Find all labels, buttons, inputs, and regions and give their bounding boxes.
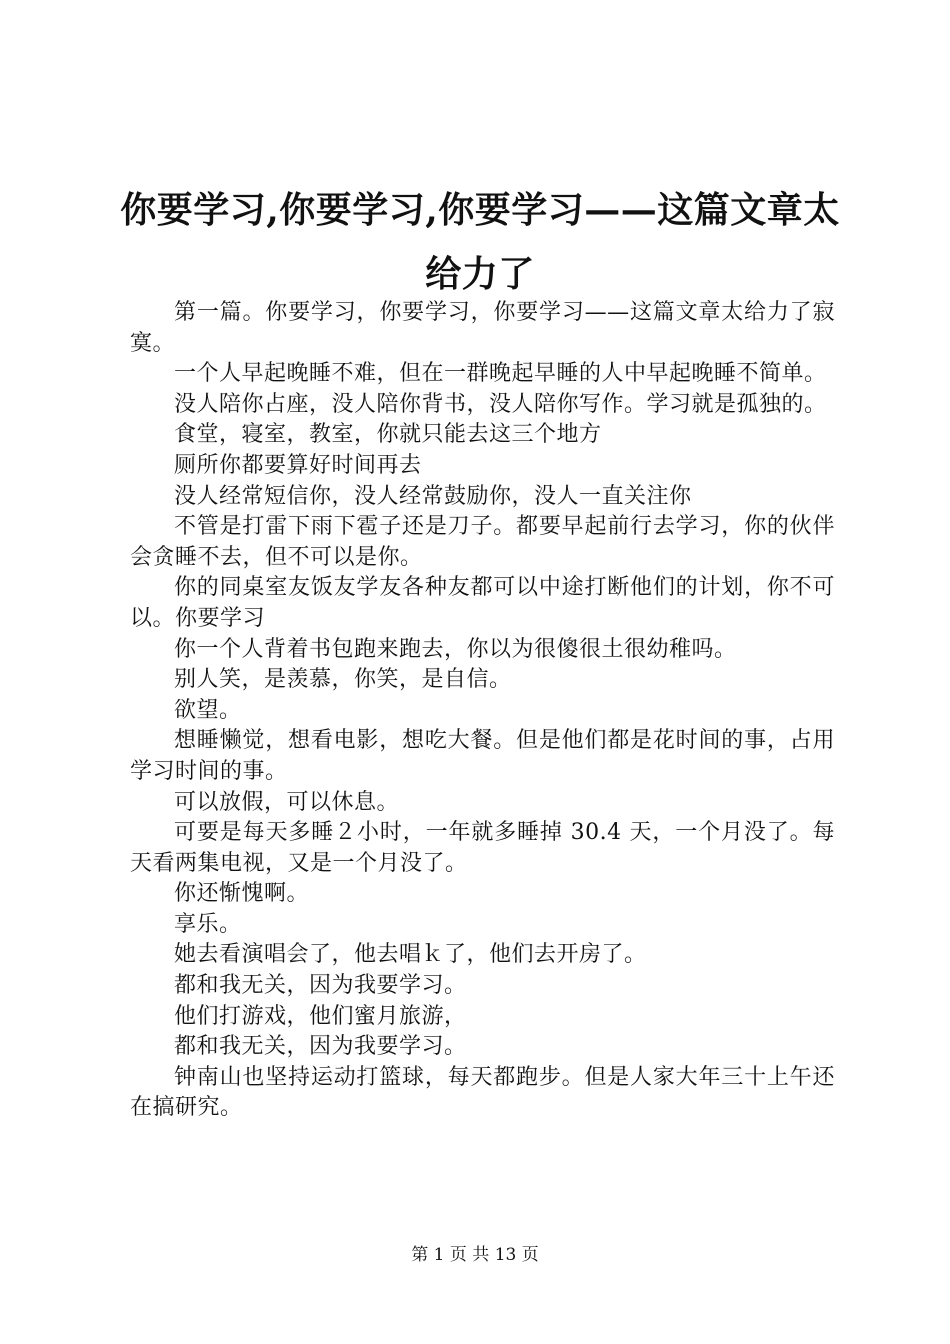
paragraph: 没人陪你占座，没人陪你背书，没人陪你写作。学习就是孤独的。	[174, 391, 827, 417]
paragraph: 想睡懒觉，想看电影，想吃大餐。但是他们都是花时间的事，占用学习时间的事。	[130, 728, 835, 784]
paragraph: 钟南山也坚持运动打篮球，每天都跑步。但是人家大年三十上午还在搞研究。	[130, 1064, 835, 1121]
paragraph: 欲望。	[174, 697, 242, 723]
paragraph: 没人经常短信你，没人经常鼓励你，没人一直关注你	[174, 483, 692, 509]
paragraph: 都和我无关，因为我要学习。	[174, 1034, 467, 1060]
paragraph: 一个人早起晚睡不难，但在一群晚起早睡的人中早起晚睡不简单。	[174, 361, 827, 387]
paragraph: 可以放假，可以休息。	[174, 789, 400, 815]
paragraph: 都和我无关，因为我要学习。	[174, 973, 467, 999]
page-number-footer: 第 1 页 共 13 页	[411, 1245, 539, 1265]
paragraph: 别人笑，是羡慕，你笑，是自信。	[174, 667, 512, 693]
paragraph: 食堂，寝室，教室，你就只能去这三个地方	[174, 422, 602, 448]
paragraph: 你的同桌室友饭友学友各种友都可以中途打断他们的计划，你不可以。你要学习	[130, 575, 835, 631]
paragraph: 可要是每天多睡２小时，一年就多睡掉 30.4 天，一个月没了。每天看两集电视，又是一个月没了。	[130, 820, 835, 876]
paragraph: 不管是打雷下雨下雹子还是刀子。都要早起前行去学习，你的伙伴会贪睡不去，但不可以是你。	[130, 514, 835, 570]
paragraph: 第一篇。你要学习，你要学习，你要学习——这篇文章太给力了寂寞。	[130, 300, 835, 356]
paragraph: 她去看演唱会了，他去唱ｋ了，他们去开房了。	[174, 942, 647, 968]
document-title: 你要学习,你要学习,你要学习——这篇文章太给力了	[120, 189, 840, 295]
paragraph: 你还惭愧啊。	[174, 881, 310, 907]
paragraph: 他们打游戏，他们蜜月旅游，	[174, 1003, 467, 1029]
paragraph: 厕所你都要算好时间再去	[174, 452, 422, 478]
paragraph: 享乐。	[174, 911, 242, 937]
document-body	[130, 298, 835, 1124]
paragraph: 你一个人背着书包跑来跑去，你以为很傻很土很幼稚吗。	[174, 636, 737, 662]
